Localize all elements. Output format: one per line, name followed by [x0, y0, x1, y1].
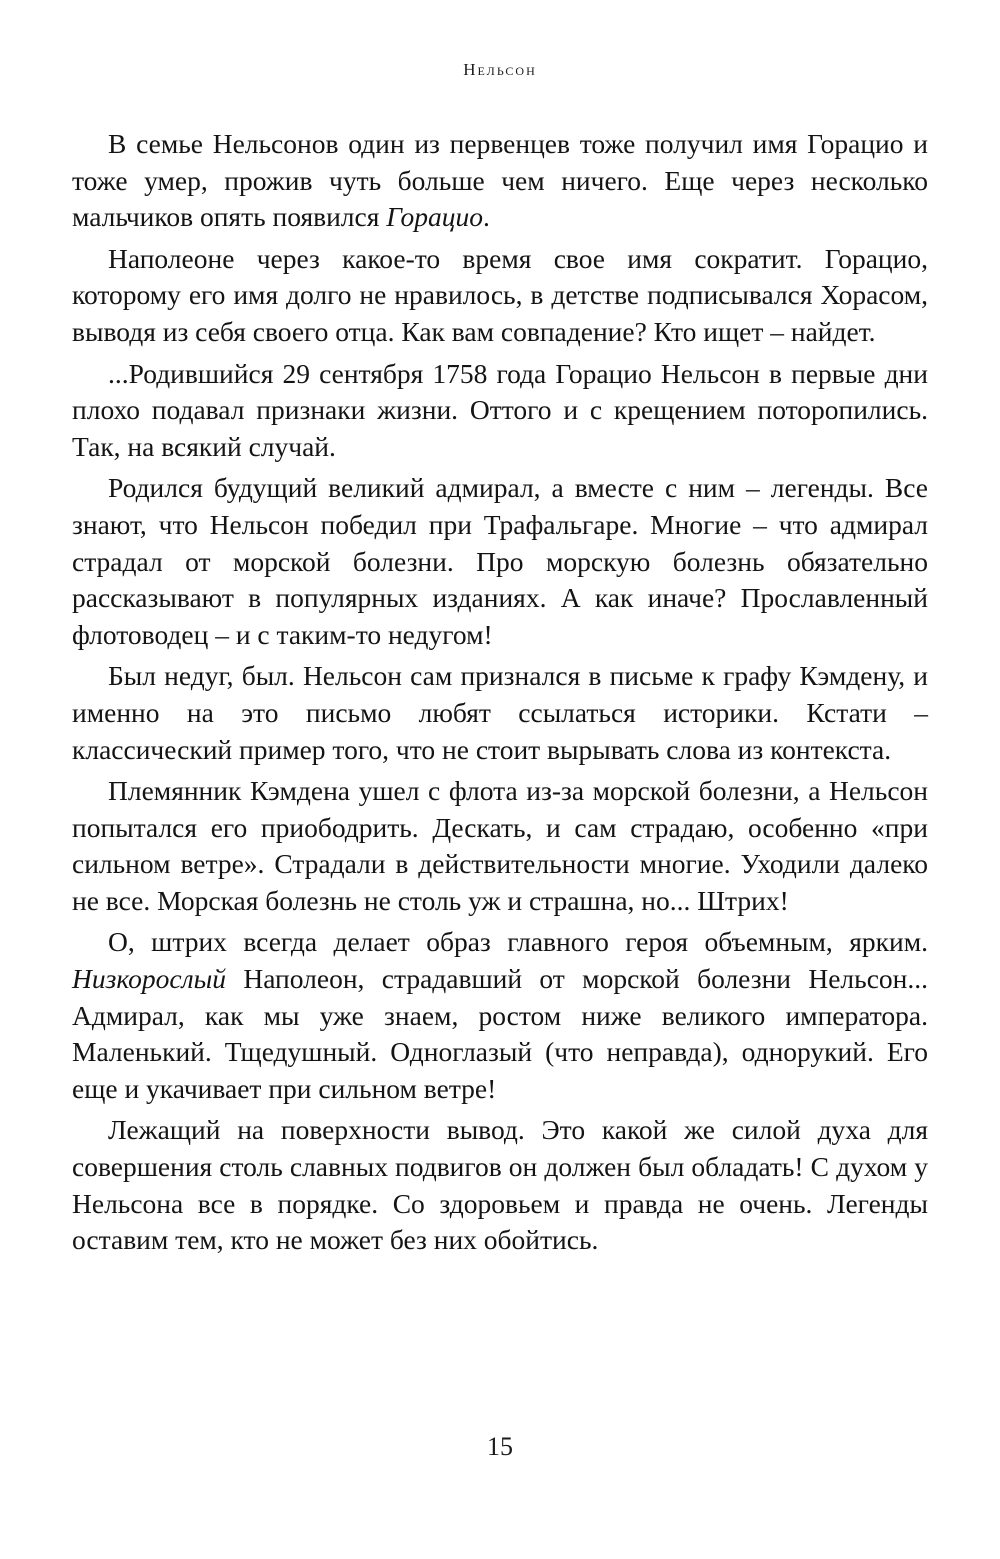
paragraph: Племянник Кэмдена ушел с флота из-за морской болезни, а Нельсон попытался его приободрить. Дескать, и сам страдаю, особенно «при сильном ветре». Страдали в действительности многие. Уходили далеко не все. Морская болезнь не столь уж и страшна, но... Штрих!	[72, 775, 928, 916]
paragraph	[72, 126, 928, 236]
paragraph: ...Родившийся 29 сентября 1758 года Горацио Нельсон в первые дни плохо подавал признаки жизни. Оттого и с крещением поторопились. Так, на всякий случай.	[72, 357, 928, 462]
paragraph: Родился будущий великий адмирал, а вместе с ним – легенды. Все знают, что Нельсон победил при Трафальгаре. Многие – что адмирал страдал от морской болезни. Про морскую болезнь обязательно рассказывают в популярных изданиях. А как иначе? Прославленный флотоводец – и с таким-то недугом!	[72, 472, 928, 650]
italic-word: Низкорослый	[72, 963, 226, 995]
paragraph-text: О, штрих всегда делает образ главного героя объемным, ярким.	[108, 926, 928, 958]
paragraph-text: В семье Нельсонов один из первенцев тоже получил имя Горацио и тоже умер, прожив чуть больше чем ничего. Еще через несколько мальчиков опять появился	[72, 128, 928, 233]
paragraph	[72, 924, 928, 1107]
paragraph-text: .	[482, 201, 490, 233]
italic-word: Горацио	[386, 201, 483, 233]
paragraph: Был недуг, был. Нельсон сам признался в письме к графу Кэмдену, и именно на это письмо любят ссылаться историки. Кстати – классический пример того, что не стоит вырывать слова из контекста.	[72, 660, 928, 765]
body-text	[72, 126, 928, 1264]
page-number: 15	[487, 1432, 513, 1461]
running-header: Нельсон	[463, 60, 537, 79]
paragraph-text: Наполеон, страдавший от морской болезни Нельсон... Адмирал, как мы уже знаем, ростом ниже великого императора. Маленький. Тщедушный. Одноглазый (что неправда), однорукий. Его еще и укачивает при сильном ветре!	[72, 963, 928, 1104]
paragraph: Наполеоне через какое-то время свое имя сократит. Горацио, которому его имя долго не нравилось, в детстве подписывался Хорасом, выводя из себя своего отца. Как вам совпадение? Кто ищет – найдет.	[72, 242, 928, 347]
paragraph: Лежащий на поверхности вывод. Это какой же силой духа для совершения столь славных подвигов он должен был обладать! С духом у Нельсона все в порядке. Со здоровьем и правда не очень. Легенды оставим тем, кто не может без них обойтись.	[72, 1114, 928, 1256]
